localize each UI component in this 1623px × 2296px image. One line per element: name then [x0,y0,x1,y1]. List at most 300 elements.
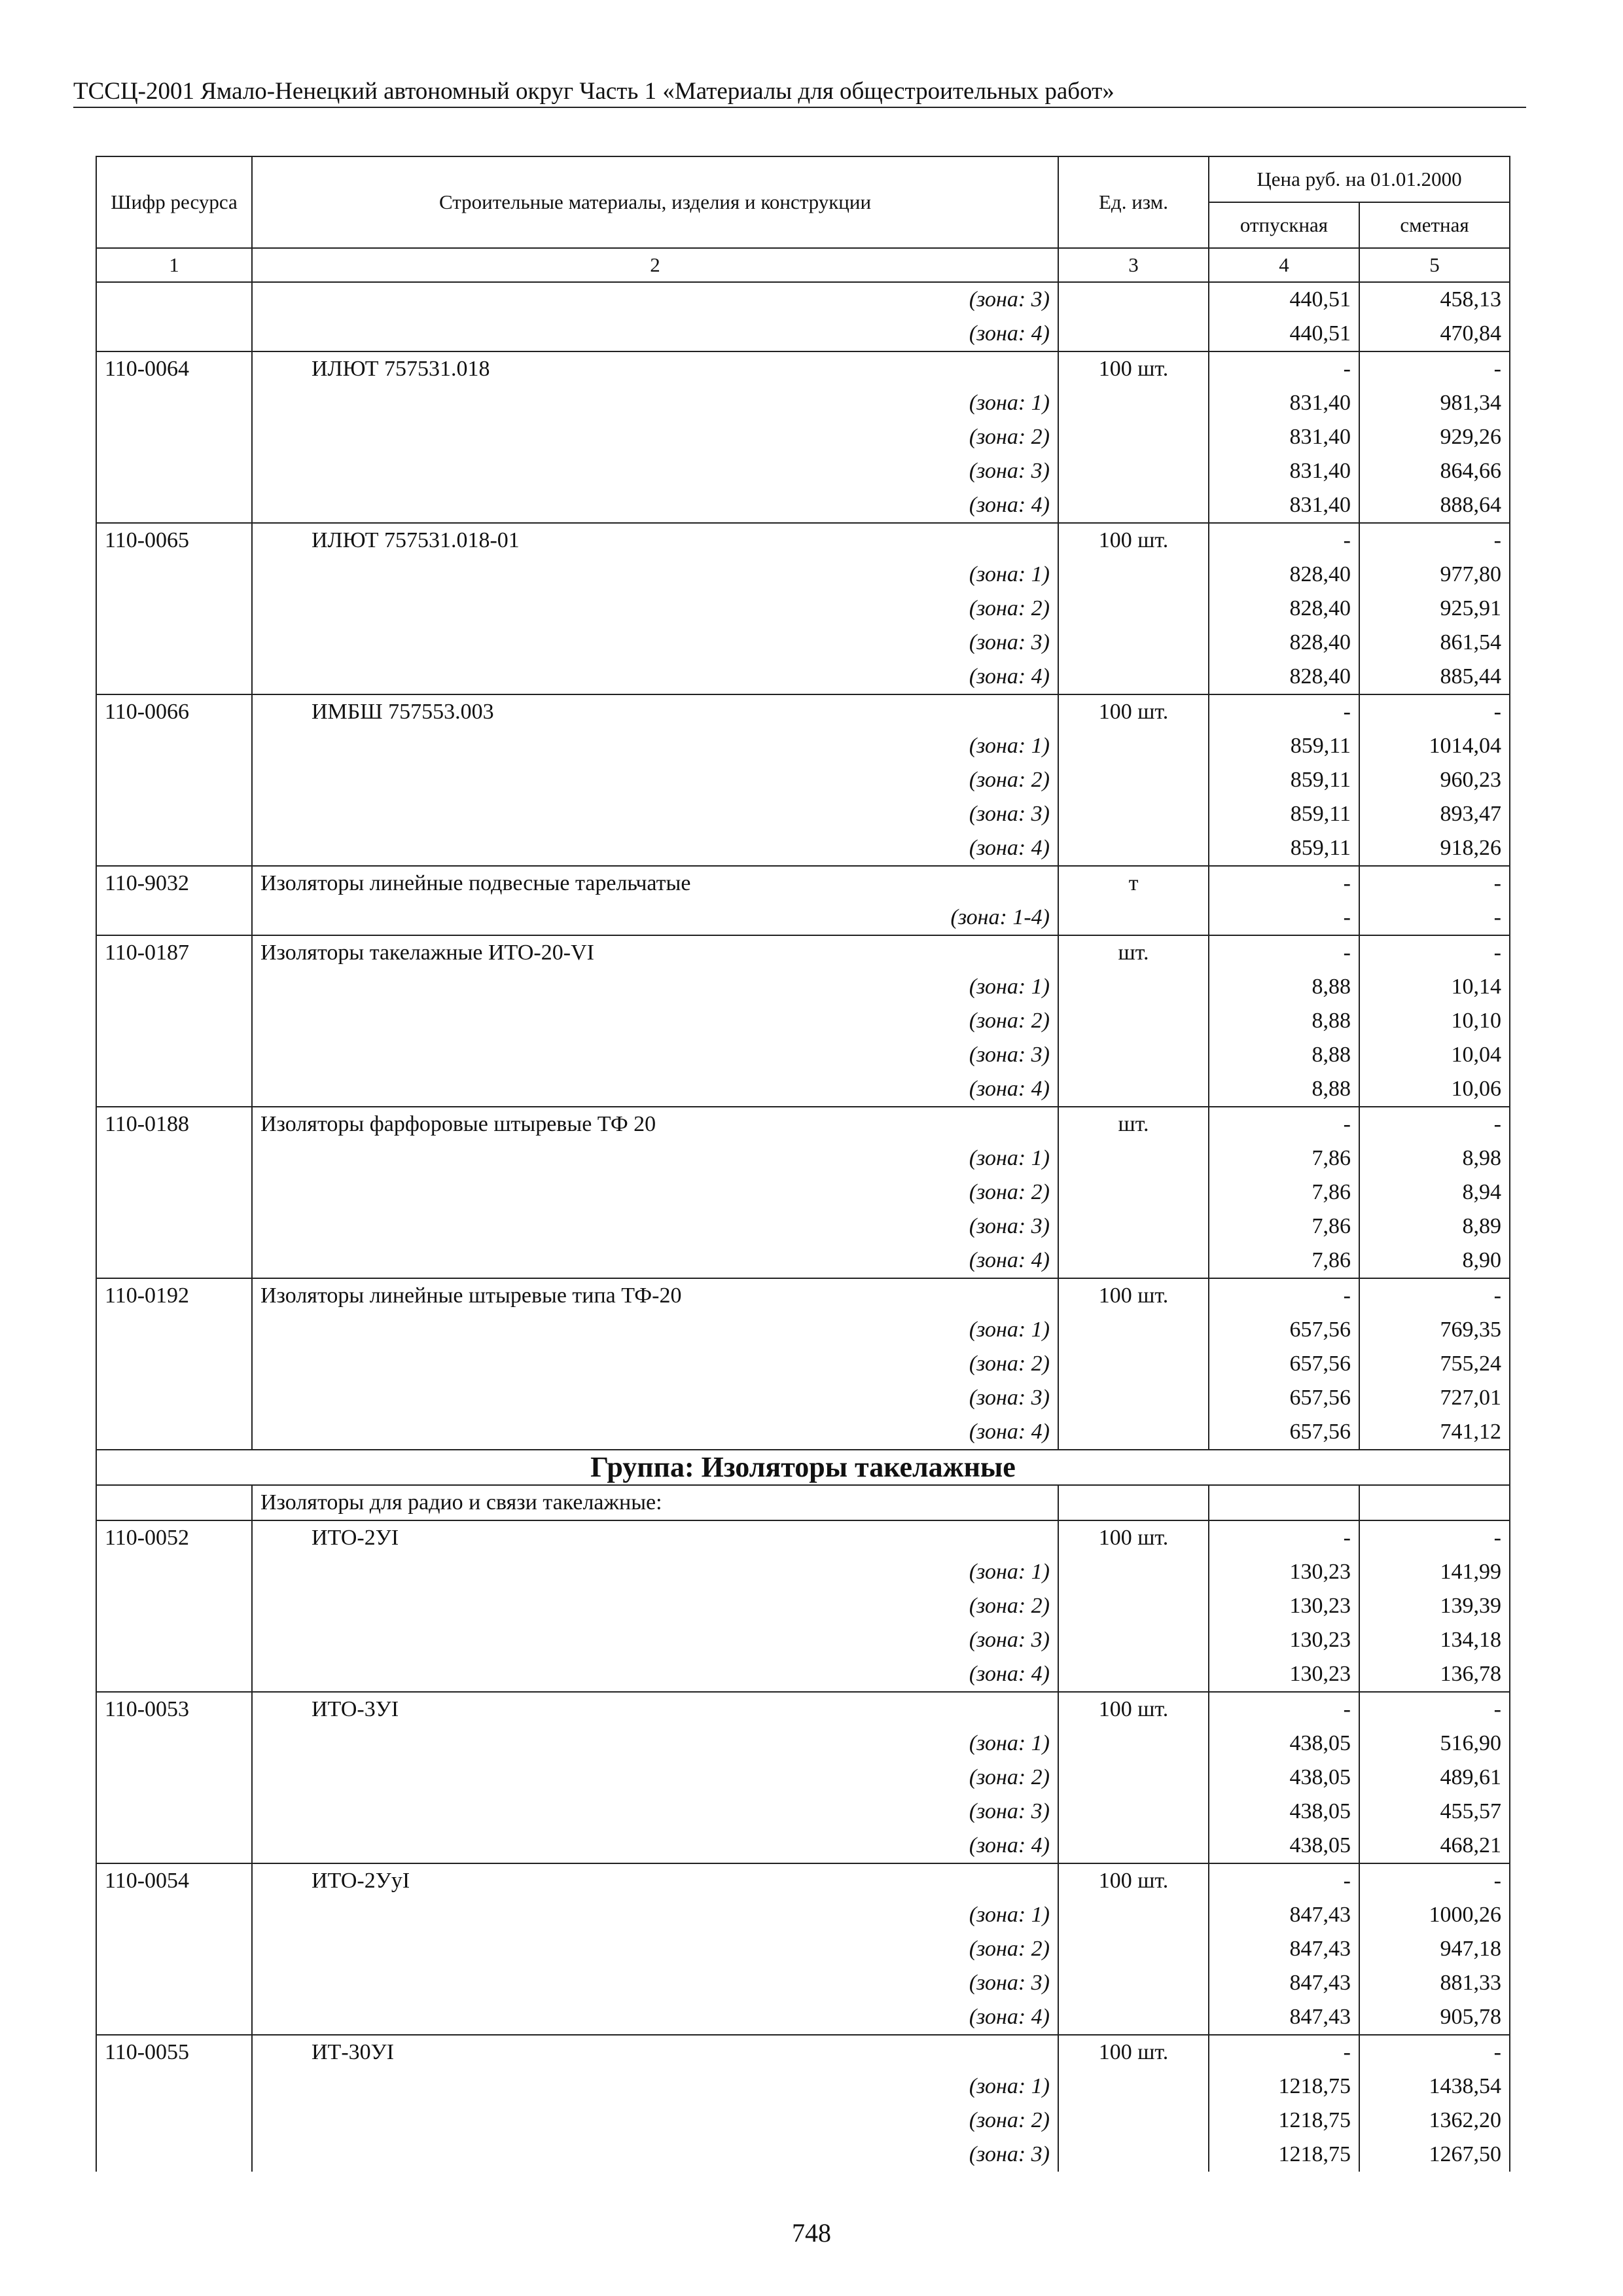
zone-label: (зона: 4) [252,831,1058,866]
estimate-price: 741,12 [1359,1415,1510,1450]
empty-cell [96,1175,252,1210]
zone-row [96,1761,1510,1795]
zone-label: (зона: 2) [252,2104,1058,2138]
empty-cell [96,1966,252,2000]
empty-cell [1058,1038,1209,1072]
estimate-price: 8,98 [1359,1141,1510,1175]
empty-cell [96,1795,252,1829]
release-price: 440,51 [1209,282,1359,317]
estimate-price: 455,57 [1359,1795,1510,1829]
release-price: 828,40 [1209,558,1359,592]
release-price: 657,56 [1209,1347,1359,1381]
estimate-price: - [1359,1692,1510,1727]
release-price: 8,88 [1209,1072,1359,1107]
release-price: - [1209,901,1359,935]
unit-cell: 100 шт. [1058,2035,1209,2070]
zone-label: (зона: 2) [252,1932,1058,1966]
estimate-price: 727,01 [1359,1381,1510,1415]
estimate-price: 769,35 [1359,1313,1510,1347]
release-price: 831,40 [1209,386,1359,420]
release-price: 7,86 [1209,1244,1359,1278]
subheading-text: Изоляторы для радио и связи такелажные: [252,1485,1058,1520]
empty-cell [96,831,252,866]
group-heading: Группа: Изоляторы такелажные [96,1450,1510,1485]
empty-cell [96,2000,252,2035]
estimate-price: - [1359,866,1510,901]
empty-cell [1058,1141,1209,1175]
empty-cell [1058,454,1209,488]
estimate-price: 861,54 [1359,626,1510,660]
estimate-price: - [1359,901,1510,935]
release-price: 7,86 [1209,1141,1359,1175]
estimate-price: 10,10 [1359,1004,1510,1038]
unit-cell: 100 шт. [1058,1863,1209,1898]
release-price: 130,23 [1209,1555,1359,1589]
empty-cell [96,1623,252,1657]
empty-cell [1359,1485,1510,1520]
empty-cell [1058,1898,1209,1932]
release-price: - [1209,1520,1359,1555]
release-price: 1218,75 [1209,2104,1359,2138]
zone-row [96,1966,1510,2000]
zone-row [96,1932,1510,1966]
zone-row [96,1175,1510,1210]
empty-cell [96,626,252,660]
zone-row [96,2070,1510,2104]
estimate-price: 1267,50 [1359,2138,1510,2172]
zone-row [96,1829,1510,1863]
header-code: Шифр ресурса [96,156,252,248]
empty-cell [1058,763,1209,797]
empty-cell [1058,317,1209,351]
empty-cell [96,1072,252,1107]
estimate-price: 489,61 [1359,1761,1510,1795]
zone-label: (зона: 3) [252,1381,1058,1415]
zone-label: (зона: 4) [252,1415,1058,1450]
empty-cell [96,901,252,935]
zone-label: (зона: 3) [252,1795,1058,1829]
empty-cell [1058,729,1209,763]
zone-label: (зона: 2) [252,1589,1058,1623]
release-price: 657,56 [1209,1415,1359,1450]
zone-label: (зона: 1-4) [252,901,1058,935]
estimate-price: 458,13 [1359,282,1510,317]
table-row [96,694,1510,729]
zone-row [96,729,1510,763]
resource-code: 110-0053 [96,1692,252,1727]
resource-code: 110-0052 [96,1520,252,1555]
table-header [96,156,1510,282]
zone-row [96,317,1510,351]
empty-cell [1058,1004,1209,1038]
empty-cell [96,592,252,626]
release-price: - [1209,935,1359,970]
table-row [96,351,1510,386]
empty-cell [96,1657,252,1692]
zone-row [96,1623,1510,1657]
estimate-price: 960,23 [1359,763,1510,797]
document-header: ТССЦ-2001 Ямало-Ненецкий автономный округ Часть 1 «Материалы для общестроительных работ» [73,78,1115,105]
estimate-price: 468,21 [1359,1829,1510,1863]
empty-cell [1058,1347,1209,1381]
zone-row [96,386,1510,420]
table-row [96,1278,1510,1313]
zone-label: (зона: 2) [252,763,1058,797]
material-name: ИТО-3УI [252,1692,1058,1727]
release-price: 831,40 [1209,454,1359,488]
empty-cell [1058,1244,1209,1278]
estimate-price: 929,26 [1359,420,1510,454]
zone-row [96,1795,1510,1829]
zone-label: (зона: 3) [252,1966,1058,2000]
estimate-price: 470,84 [1359,317,1510,351]
release-price: 438,05 [1209,1727,1359,1761]
zone-label: (зона: 1) [252,1898,1058,1932]
empty-cell [96,1761,252,1795]
release-price: - [1209,1692,1359,1727]
zone-label: (зона: 4) [252,660,1058,694]
estimate-price: 864,66 [1359,454,1510,488]
estimate-price: 516,90 [1359,1727,1510,1761]
empty-cell [96,1313,252,1347]
resource-code: 110-0054 [96,1863,252,1898]
empty-cell [96,1141,252,1175]
release-price: 831,40 [1209,488,1359,523]
zone-label: (зона: 4) [252,1829,1058,1863]
zone-row [96,454,1510,488]
price-table [96,156,1510,2172]
estimate-price: - [1359,2035,1510,2070]
zone-row [96,763,1510,797]
empty-cell [96,729,252,763]
release-price: - [1209,2035,1359,2070]
estimate-price: 977,80 [1359,558,1510,592]
release-price: 438,05 [1209,1761,1359,1795]
estimate-price: 947,18 [1359,1932,1510,1966]
empty-cell [1058,592,1209,626]
release-price: 130,23 [1209,1657,1359,1692]
zone-label: (зона: 4) [252,1244,1058,1278]
zone-label: (зона: 3) [252,1038,1058,1072]
zone-row [96,626,1510,660]
estimate-price: - [1359,1278,1510,1313]
estimate-price: 981,34 [1359,386,1510,420]
header-col-number: 2 [252,248,1058,282]
zone-label: (зона: 1) [252,970,1058,1004]
empty-cell [1058,797,1209,831]
table-row [96,2035,1510,2070]
release-price: 7,86 [1209,1175,1359,1210]
empty-cell [96,1829,252,1863]
empty-cell [1058,1485,1209,1520]
empty-cell [1058,1623,1209,1657]
release-price: - [1209,523,1359,558]
zone-row [96,592,1510,626]
release-price: 859,11 [1209,763,1359,797]
header-price-group: Цена руб. на 01.01.2000 [1209,156,1510,202]
release-price: 859,11 [1209,831,1359,866]
empty-cell [1058,1727,1209,1761]
empty-cell [96,317,252,351]
zone-label: (зона: 3) [252,1210,1058,1244]
estimate-price: 755,24 [1359,1347,1510,1381]
release-price: 847,43 [1209,1932,1359,1966]
estimate-price: 1000,26 [1359,1898,1510,1932]
release-price: 859,11 [1209,797,1359,831]
material-name: Изоляторы такелажные ИТО-20-VI [252,935,1058,970]
zone-row [96,1004,1510,1038]
zone-row [96,1381,1510,1415]
empty-cell [96,1244,252,1278]
zone-row [96,1244,1510,1278]
zone-row [96,831,1510,866]
page-number: 748 [792,2218,831,2248]
empty-cell [1058,626,1209,660]
release-price: 847,43 [1209,2000,1359,2035]
empty-cell [1058,420,1209,454]
resource-code: 110-0192 [96,1278,252,1313]
release-price: - [1209,1863,1359,1898]
zone-label: (зона: 1) [252,386,1058,420]
empty-cell [96,1415,252,1450]
estimate-price: 10,14 [1359,970,1510,1004]
zone-row [96,1555,1510,1589]
zone-row [96,282,1510,317]
zone-label: (зона: 1) [252,1555,1058,1589]
release-price: 438,05 [1209,1829,1359,1863]
zone-label: (зона: 3) [252,454,1058,488]
empty-cell [96,1485,252,1520]
empty-cell [96,282,252,317]
estimate-price: 893,47 [1359,797,1510,831]
header-name: Строительные материалы, изделия и конструкции [252,156,1058,248]
zone-label: (зона: 3) [252,797,1058,831]
table-body [96,282,1510,2172]
zone-label: (зона: 1) [252,1313,1058,1347]
empty-cell [1058,1657,1209,1692]
zone-row [96,1210,1510,1244]
zone-label: (зона: 2) [252,1175,1058,1210]
empty-cell [1058,1966,1209,2000]
zone-row [96,1313,1510,1347]
empty-cell [1058,1381,1209,1415]
empty-cell [1058,970,1209,1004]
estimate-price: 8,90 [1359,1244,1510,1278]
zone-label: (зона: 4) [252,1072,1058,1107]
zone-label: (зона: 4) [252,1657,1058,1692]
zone-row [96,970,1510,1004]
empty-cell [96,1727,252,1761]
material-name: ИТ-30УI [252,2035,1058,2070]
zone-label: (зона: 1) [252,1727,1058,1761]
resource-code: 110-0187 [96,935,252,970]
estimate-price: - [1359,523,1510,558]
release-price: 657,56 [1209,1313,1359,1347]
estimate-price: - [1359,1107,1510,1141]
release-price: 847,43 [1209,1898,1359,1932]
estimate-price: 1014,04 [1359,729,1510,763]
unit-cell: 100 шт. [1058,1520,1209,1555]
estimate-price: 885,44 [1359,660,1510,694]
empty-cell [1209,1485,1359,1520]
release-price: 859,11 [1209,729,1359,763]
zone-label: (зона: 1) [252,558,1058,592]
table-row [96,866,1510,901]
estimate-price: 10,06 [1359,1072,1510,1107]
zone-label: (зона: 1) [252,2070,1058,2104]
resource-code: 110-0188 [96,1107,252,1141]
release-price: 8,88 [1209,970,1359,1004]
header-release-price: отпускная [1209,202,1359,248]
release-price: 828,40 [1209,592,1359,626]
zone-row [96,1589,1510,1623]
estimate-price: 8,89 [1359,1210,1510,1244]
zone-row [96,558,1510,592]
header-estimate-price: сметная [1359,202,1510,248]
empty-cell [96,558,252,592]
unit-cell: т [1058,866,1209,901]
release-price: - [1209,694,1359,729]
header-unit: Ед. изм. [1058,156,1209,248]
empty-cell [96,420,252,454]
zone-row [96,2104,1510,2138]
empty-cell [96,763,252,797]
zone-row [96,901,1510,935]
zone-label: (зона: 1) [252,729,1058,763]
zone-label: (зона: 4) [252,317,1058,351]
release-price: - [1209,351,1359,386]
zone-row [96,488,1510,523]
estimate-price: - [1359,1520,1510,1555]
empty-cell [1058,386,1209,420]
estimate-price: - [1359,1863,1510,1898]
empty-cell [96,1898,252,1932]
estimate-price: 139,39 [1359,1589,1510,1623]
empty-cell [96,2104,252,2138]
zone-label: (зона: 1) [252,1141,1058,1175]
empty-cell [96,1210,252,1244]
zone-row [96,1072,1510,1107]
estimate-price: 136,78 [1359,1657,1510,1692]
material-name: ИЛЮТ 757531.018-01 [252,523,1058,558]
resource-code: 110-0066 [96,694,252,729]
unit-cell: шт. [1058,1107,1209,1141]
empty-cell [96,1038,252,1072]
table-row [96,1692,1510,1727]
estimate-price: 10,04 [1359,1038,1510,1072]
empty-cell [96,797,252,831]
release-price: 8,88 [1209,1038,1359,1072]
zone-row [96,1727,1510,1761]
zone-row [96,420,1510,454]
release-price: 831,40 [1209,420,1359,454]
material-name: Изоляторы фарфоровые штыревые ТФ 20 [252,1107,1058,1141]
empty-cell [96,2138,252,2172]
resource-code: 110-0064 [96,351,252,386]
empty-cell [1058,1589,1209,1623]
release-price: 1218,75 [1209,2138,1359,2172]
zone-label: (зона: 3) [252,1623,1058,1657]
zone-row [96,1141,1510,1175]
header-col-number: 5 [1359,248,1510,282]
release-price: - [1209,1278,1359,1313]
empty-cell [1058,2000,1209,2035]
release-price: 7,86 [1209,1210,1359,1244]
resource-code: 110-0065 [96,523,252,558]
zone-label: (зона: 3) [252,2138,1058,2172]
zone-row [96,1347,1510,1381]
unit-cell: 100 шт. [1058,1692,1209,1727]
release-price: 130,23 [1209,1623,1359,1657]
material-name: Изоляторы линейные подвесные тарельчатые [252,866,1058,901]
empty-cell [1058,2138,1209,2172]
zone-row [96,797,1510,831]
empty-cell [1058,1415,1209,1450]
release-price: 438,05 [1209,1795,1359,1829]
material-name: ИЛЮТ 757531.018 [252,351,1058,386]
empty-cell [1058,1313,1209,1347]
zone-row [96,1415,1510,1450]
release-price: 130,23 [1209,1589,1359,1623]
table-row [96,523,1510,558]
estimate-price: 8,94 [1359,1175,1510,1210]
release-price: 847,43 [1209,1966,1359,2000]
resource-code: 110-9032 [96,866,252,901]
header-col-number: 4 [1209,248,1359,282]
estimate-price: 1438,54 [1359,2070,1510,2104]
estimate-price: 134,18 [1359,1623,1510,1657]
table-row [96,1107,1510,1141]
zone-label: (зона: 4) [252,488,1058,523]
empty-cell [1058,1555,1209,1589]
unit-cell: 100 шт. [1058,694,1209,729]
estimate-price: - [1359,935,1510,970]
empty-cell [1058,488,1209,523]
estimate-price: - [1359,694,1510,729]
zone-row [96,660,1510,694]
release-price: - [1209,1107,1359,1141]
empty-cell [96,1347,252,1381]
empty-cell [1058,2070,1209,2104]
unit-cell: 100 шт. [1058,1278,1209,1313]
empty-cell [1058,282,1209,317]
unit-cell: 100 шт. [1058,523,1209,558]
estimate-price: 888,64 [1359,488,1510,523]
empty-cell [1058,660,1209,694]
group-heading-row [96,1450,1510,1485]
zone-label: (зона: 2) [252,1347,1058,1381]
unit-cell: 100 шт. [1058,351,1209,386]
material-name: ИМБШ 757553.003 [252,694,1058,729]
empty-cell [96,1932,252,1966]
empty-cell [1058,1210,1209,1244]
zone-row [96,1038,1510,1072]
release-price: 1218,75 [1209,2070,1359,2104]
zone-label: (зона: 2) [252,1761,1058,1795]
table-row [96,935,1510,970]
header-col-number: 3 [1058,248,1209,282]
zone-label: (зона: 4) [252,2000,1058,2035]
header-col-number: 1 [96,248,252,282]
subheading-row [96,1485,1510,1520]
release-price: 828,40 [1209,626,1359,660]
estimate-price: 925,91 [1359,592,1510,626]
empty-cell [1058,558,1209,592]
empty-cell [96,1589,252,1623]
empty-cell [96,1004,252,1038]
table-row [96,1863,1510,1898]
empty-cell [1058,1932,1209,1966]
